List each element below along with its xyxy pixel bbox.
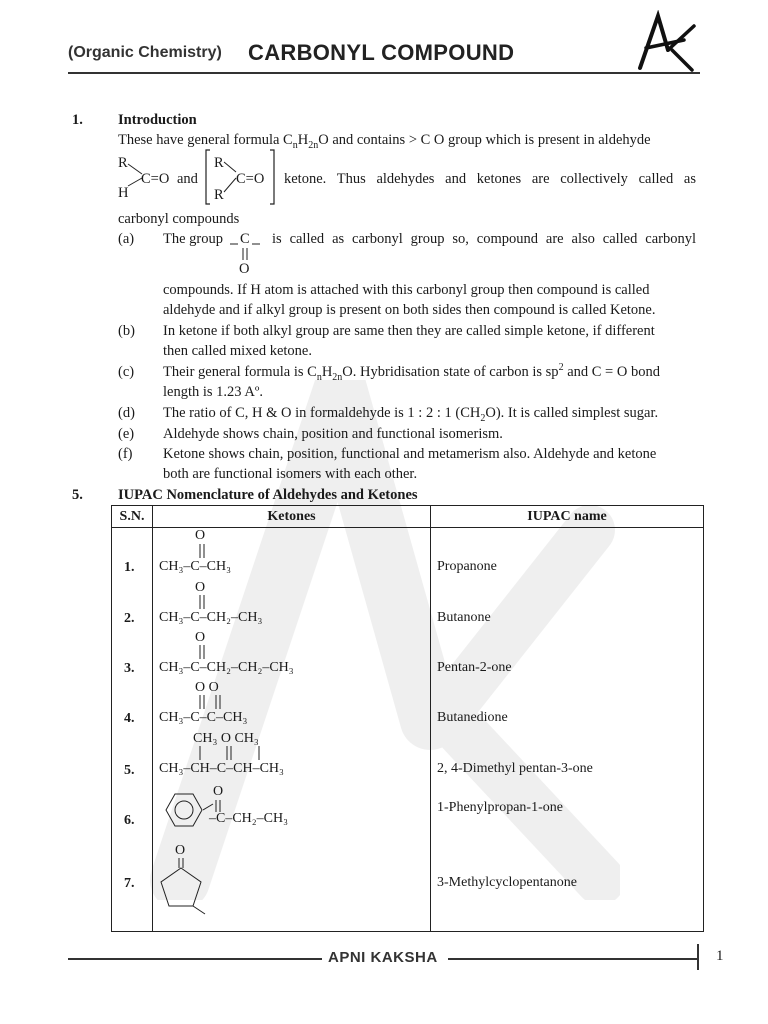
section-heading: IUPAC Nomenclature of Aldehydes and Ketones bbox=[118, 487, 418, 503]
aldehyde-r: R bbox=[118, 155, 128, 171]
footer-tick bbox=[697, 944, 699, 970]
item-c-label: (c) bbox=[118, 364, 135, 380]
ketone-text: ketone. Thus aldehydes and ketones are collectively called as bbox=[284, 171, 696, 187]
subject-label: (Organic Chemistry) bbox=[68, 44, 222, 61]
item-e-label: (e) bbox=[118, 426, 135, 442]
item-f-text1: Ketone shows chain, position, functional and metamerism also. Aldehyde and ketone bbox=[163, 446, 657, 462]
row-4-name: Butanedione bbox=[437, 710, 508, 725]
item-c-text2: length is 1.23 Aº. bbox=[163, 384, 263, 400]
benzene-ring-icon bbox=[157, 790, 213, 838]
row-sn-2: 2. bbox=[124, 611, 135, 626]
item-c-text1: Their general formula is $C_nH_{2n}O$. Hybridisation state of carbon is $sp^2$ and C = O bond bbox=[163, 362, 660, 383]
item-d-text: The ratio of C, H & O in formaldehyde is 1 : 2 : 1 $(CH_2O)$. It is called simplest sugar. bbox=[163, 405, 659, 424]
ak-logo-icon bbox=[632, 10, 702, 72]
row-1-double-bond bbox=[197, 544, 207, 560]
footer-brand: APNI KAKSHA bbox=[328, 949, 438, 966]
row-6-name: 1-Phenylpropan-1-one bbox=[437, 800, 563, 815]
row-1-name: Propanone bbox=[437, 559, 497, 574]
table-body-row bbox=[112, 528, 704, 932]
row-sn-1: 1. bbox=[124, 560, 135, 575]
row-2-formula: CH₃–C–CH₂–CH₃ bbox=[159, 610, 263, 625]
carbonyl-group-c: C bbox=[240, 231, 250, 247]
row-3-oxo: O bbox=[195, 630, 206, 645]
row-3-double-bond bbox=[197, 645, 207, 661]
header-divider bbox=[68, 72, 700, 74]
table-header-row bbox=[112, 506, 704, 528]
row-sn-6: 6. bbox=[124, 813, 135, 828]
row-1-formula: CH₃–C–CH₃ bbox=[159, 559, 231, 574]
item-f-text2: both are functional isomers with each other. bbox=[163, 466, 418, 482]
carbonyl-group-o: O bbox=[239, 261, 250, 277]
ketone-r1: R bbox=[214, 155, 224, 171]
intro-line-1: These have general formula $C_nH_{2n}O$ and contains > C O group which is present in aldehyde bbox=[118, 132, 651, 151]
row-sn-7: 7. bbox=[124, 876, 135, 891]
ketone-co: C=O bbox=[236, 171, 265, 187]
row-sn-5: 5. bbox=[124, 763, 135, 778]
intro-line-3: carbonyl compounds bbox=[118, 211, 240, 227]
cyclopentanone-ring-icon bbox=[157, 858, 217, 918]
row-5-name: 2, 4-Dimethyl pentan-3-one bbox=[437, 761, 593, 776]
table-header-ketones: Ketones bbox=[153, 506, 431, 528]
row-5-substituents: CH₃ O CH₃ bbox=[193, 731, 259, 746]
page-number: 1 bbox=[716, 948, 724, 964]
section-number: 1. bbox=[72, 112, 83, 128]
row-6-formula: –C–CH₂–CH₃ bbox=[209, 811, 288, 826]
item-b-text1: In ketone if both alkyl group are same then they are called simple ketone, if different bbox=[163, 323, 655, 339]
item-a-text2: is called as carbonyl group so, compound are also called carbonyl bbox=[272, 231, 696, 247]
section-heading: Introduction bbox=[118, 112, 197, 128]
row-2-name: Butanone bbox=[437, 610, 491, 625]
item-a-text4: aldehyde and if alkyl group is present on both sides then compound is called Ketone. bbox=[163, 302, 656, 318]
item-b-label: (b) bbox=[118, 323, 135, 339]
row-3-formula: CH₃–C–CH₂–CH₂–CH₃ bbox=[159, 660, 294, 675]
section-number: 5. bbox=[72, 487, 83, 503]
row-7-name: 3-Methylcyclopentanone bbox=[437, 875, 577, 890]
sn-column bbox=[112, 528, 153, 932]
table-header-sn: S.N. bbox=[112, 506, 153, 528]
row-4-formula: CH₃–C–C–CH₃ bbox=[159, 710, 248, 725]
item-a-text3: compounds. If H atom is attached with this carbonyl group then compound is called bbox=[163, 282, 650, 298]
row-2-double-bond bbox=[197, 595, 207, 611]
row-1-oxo: O bbox=[195, 528, 206, 543]
row-5-bonds bbox=[197, 746, 269, 762]
aldehyde-bonds bbox=[126, 160, 146, 190]
item-b-text2: then called mixed ketone. bbox=[163, 343, 312, 359]
page-title: CARBONYL COMPOUND bbox=[248, 40, 515, 65]
row-4-double-bonds bbox=[197, 695, 225, 711]
ketones-column bbox=[153, 528, 431, 932]
row-7-oxo: O bbox=[175, 843, 186, 858]
item-a-label: (a) bbox=[118, 231, 135, 247]
row-sn-4: 4. bbox=[124, 711, 135, 726]
row-4-oxo: O O bbox=[195, 680, 219, 695]
row-3-name: Pentan-2-one bbox=[437, 660, 512, 675]
item-d-label: (d) bbox=[118, 405, 135, 421]
footer-divider-left bbox=[68, 958, 322, 960]
aldehyde-h: H bbox=[118, 185, 129, 201]
row-sn-3: 3. bbox=[124, 661, 135, 676]
row-6-oxo: O bbox=[213, 784, 224, 799]
table-header-iupac: IUPAC name bbox=[431, 506, 704, 528]
ketone-r2: R bbox=[214, 187, 224, 203]
footer-divider-right bbox=[448, 958, 698, 960]
aldehyde-co: C=O bbox=[141, 171, 170, 187]
item-a-text1: The group bbox=[163, 231, 223, 247]
row-5-formula: CH₃–CH–C–CH–CH₃ bbox=[159, 761, 284, 776]
iupac-table bbox=[111, 505, 704, 932]
and-word: and bbox=[177, 171, 198, 187]
iupac-name-column bbox=[431, 528, 704, 932]
item-e-text: Aldehyde shows chain, position and functional isomerism. bbox=[163, 426, 503, 442]
row-2-oxo: O bbox=[195, 580, 206, 595]
item-f-label: (f) bbox=[118, 446, 133, 462]
